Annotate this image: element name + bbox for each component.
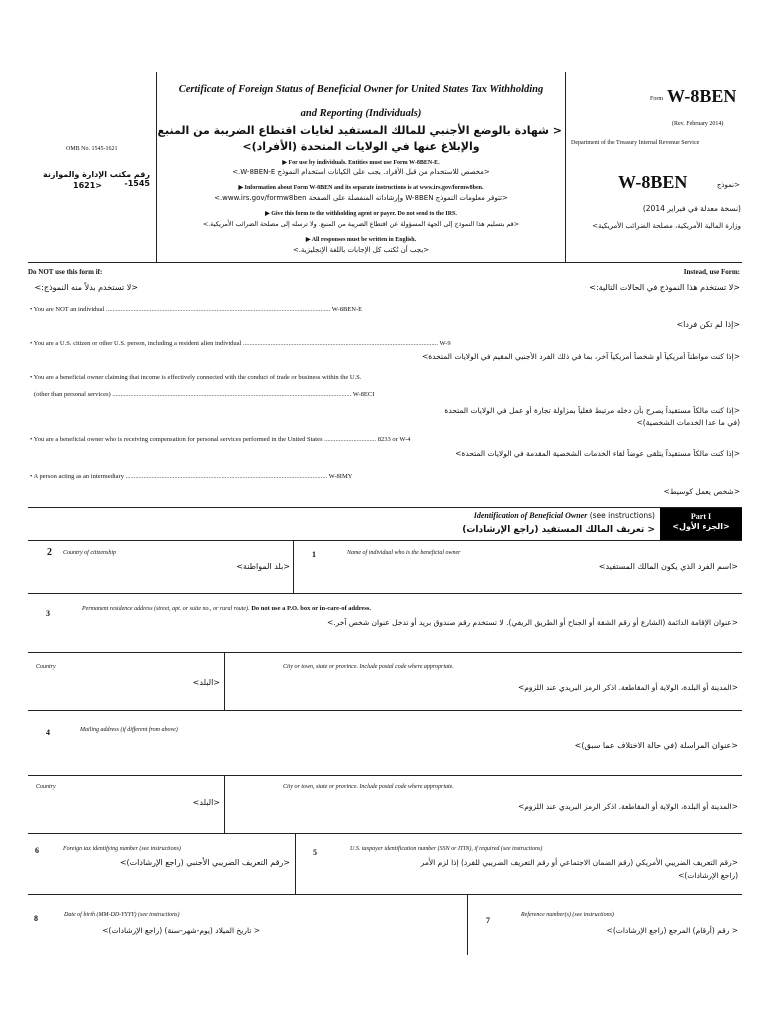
field-2-label: Country of citizenship [63, 550, 116, 556]
usage-row-1-ar: <إذا لم تكن فرداً> [676, 320, 740, 329]
field-6-label: Foreign tax identifying number (see instructions) [63, 846, 181, 852]
city-input[interactable] [230, 692, 740, 708]
city2-label: City or town, state or province. Include postal code where appropriate. [283, 784, 454, 790]
form-name-ar-prefix: <نموذج [716, 181, 740, 189]
date-of-birth-input[interactable] [40, 938, 460, 956]
header-divider-left [156, 72, 157, 262]
row-6-bottom-rule [28, 894, 742, 895]
part1-title-en [320, 511, 655, 520]
country2-label-ar: <البلد> [192, 798, 220, 807]
department: Department of the Treasury Internal Revenue Service [571, 140, 700, 146]
field-7-label-ar: < رقم (أرقام) المرجع (راجع الإرشادات)> [606, 926, 738, 935]
bullet-2-ar: <تتوفر معلومات النموذج W-8BEN وإرشاداته المنفصلة على الصفحة www.irs.gov/formw8ben.> [214, 194, 508, 202]
part1-top-rule [28, 507, 742, 508]
city2-label-ar: <المدينة أو البلدة، الولاية أو المقاطعة. اذكر الرمز البريدي عند اللزوم> [517, 802, 738, 811]
foreign-tin-input[interactable] [40, 870, 290, 890]
bullet-3-ar: <قم بتسليم هذا النموذج إلى الجهة المسؤولة عن اقتطاع الضريبة من المنبع. ولا ترسله إلى مصلحة الضرائب الأمريكية.> [202, 220, 520, 228]
do-not-use-heading-ar: <لا تستخدم بدلاً منه النموذج:> [34, 283, 138, 292]
city-label-ar: <المدينة أو البلدة، الولاية أو المقاطعة. اذكر الرمز البريدي عند اللزوم> [517, 683, 738, 692]
usage-row-4-en: • You are a beneficial owner who is receiving compensation for personal services performed in the United States ................................ 8233 or W-4 [30, 436, 411, 443]
country2-label: Country [36, 784, 56, 790]
row-city-bottom-rule [28, 710, 742, 711]
header-bottom-rule [28, 262, 742, 263]
instead-use-heading: Instead, use Form: [683, 268, 740, 276]
field-1-label: Name of individual who is the beneficial owner [347, 550, 461, 556]
field-5-label: U.S. taxpayer identification number (SSN or ITIN), if required (see instructions) [350, 846, 543, 852]
row-8-divider [467, 895, 468, 955]
usage-row-2-ar: <إذا كنت مواطناً أمريكياً أو شخصاً أمريكياً آخر، بما في ذلك الفرد الأجنبي المقيم في الولايات المتحدة> [422, 352, 740, 361]
country2-input[interactable] [32, 810, 220, 828]
field-2-label-ar: <بلد المواطنة> [236, 562, 290, 571]
usage-row-3-en-2: (other than personal services) ................................................................................................................................................... W-8ECI [34, 391, 375, 398]
part1-title-en-suffix: (see instructions) [587, 511, 655, 520]
field-8-label: Date of birth (MM-DD-YYYY) (see instructions) [64, 912, 180, 918]
field-4-label-ar: <عنوان المراسلة (في حالة الاختلاف عما سبق)> [574, 741, 738, 750]
field-4-label: Mailing address (if different from above) [80, 727, 178, 733]
field-3-number: 3 [46, 609, 50, 618]
country-label-ar: <البلد> [192, 678, 220, 687]
field-1-number: 1 [312, 550, 316, 559]
part1-badge-en: Part I [690, 512, 712, 521]
row-6-divider [295, 834, 296, 894]
part1-title-ar: < تعريف المالك المستفيد (راجع الإرشادات) [462, 525, 655, 535]
part1-header-bottom-rule [28, 540, 742, 541]
field-2-number: 2 [47, 547, 52, 558]
row-city2-divider [224, 776, 225, 833]
omb-number: OMB No. 1545-1621 [66, 146, 118, 152]
title-en-1: Certificate of Foreign Status of Beneficial Owner for United States Tax Withholding [178, 84, 544, 95]
us-tin-input[interactable] [300, 874, 600, 892]
row-city-divider [224, 653, 225, 710]
part1-badge [660, 508, 742, 540]
field-7-number: 7 [486, 916, 490, 925]
usage-row-5-ar: <شخص يعمل كوسيط> [663, 487, 740, 496]
field-5-label-ar-2: (راجع الإرشادات)> [678, 871, 738, 880]
usage-row-5-en: • A person acting as an intermediary ............................................................................................................................ W-8IMY [30, 473, 353, 480]
title-ar-2: والإبلاغ عنها في الولايات المتحدة (الأفراد)> [242, 140, 480, 153]
revision-ar: (نسخة معدلة في فبراير 2014) [642, 204, 741, 213]
form-name-ar-code: W-8BEN [618, 172, 688, 192]
city2-input[interactable] [230, 812, 740, 830]
form-name: W-8BEN [667, 86, 737, 106]
field-5-label-ar: <رقم التعريف الضريبي الأمريكي (رقم الضمان الاجتماعي أو رقم التعريف الضريبي للفرد) إذا لزم الأمر [420, 858, 738, 867]
row-3-bottom-rule [28, 652, 742, 653]
bullet-1-ar: <مخصص للاستخدام من قبل الأفراد. يجب على الكيانات استخدام النموذج W-8BEN-E.> [232, 168, 490, 176]
department-ar: وزارة المالية الأمريكية، مصلحة الضرائب الأمريكية> [592, 222, 741, 230]
omb-number-ar-1: رقم مكتب الإدارة والموازنة 1545- [43, 170, 150, 188]
country-input[interactable] [32, 690, 220, 708]
field-6-label-ar: <رقم التعريف الضريبي الأجنبي (راجع الإرشادات)> [119, 858, 290, 867]
row-4-bottom-rule [28, 775, 742, 776]
mailing-address-input[interactable] [40, 752, 740, 772]
usage-row-1-en: • You are NOT an individual .......................................................................................................................................... W-8BEN-E [30, 306, 363, 313]
omb-number-ar-2: 1621> [73, 181, 102, 190]
country-label: Country [36, 664, 56, 670]
row-1-divider [293, 541, 294, 593]
city-label: City or town, state or province. Include postal code where appropriate. [283, 664, 454, 670]
beneficial-owner-name-input[interactable] [300, 572, 740, 590]
bullet-1-en: ▶ For use by individuals. Entities must use Form W-8BEN-E. [282, 160, 440, 166]
title-ar-1: < شهادة بالوضع الأجنبي للمالك المستفيد لغايات اقتطاع الضريبة من المنبع [157, 124, 562, 137]
header-divider-right [565, 72, 566, 262]
permanent-address-input[interactable] [40, 630, 740, 650]
field-7-label: Reference number(s) (see instructions) [521, 912, 614, 918]
row-city2-bottom-rule [28, 833, 742, 834]
field-3-label-main: Permanent residence address (street, apt. or suite no., or rural route). [82, 606, 250, 612]
row-1-bottom-rule [28, 593, 742, 594]
do-not-use-heading: Do NOT use this form if: [28, 268, 103, 276]
country-of-citizenship-input[interactable] [60, 572, 288, 590]
field-3-label [82, 605, 371, 612]
usage-row-3-ar: <إذا كنت مالكاً مستفيداً يصرح بأن دخله مرتبط فعلياً بمزاولة تجارة أو عمل في الولايات المتحدة [444, 406, 740, 415]
usage-row-3-en: • You are a beneficial owner claiming that income is effectively connected with the conduct of trade or business within the U.S. [30, 374, 362, 381]
part1-badge-ar: <الجزء الأول> [672, 522, 730, 531]
field-8-label-ar: < تاريخ الميلاد (يوم-شهر-سنة) (راجع الإرشادات)> [102, 926, 260, 935]
field-5-number: 5 [313, 848, 317, 857]
reference-number-input[interactable] [475, 938, 740, 956]
usage-row-2-en: • You are a U.S. citizen or other U.S. person, including a resident alien individual ........................................................................................................................ W-9 [30, 340, 451, 347]
bullet-4-en: ▶ All responses must be written in English. [305, 237, 417, 243]
field-3-label-ar: <عنوان الإقامة الدائمة (الشارع أو رقم الشقة أو الجناح أو الطريق الريفي). لا تستخدم رقم صندوق بريد أو تدخل عنوان شخص آخر.> [326, 618, 738, 627]
field-3-label-bold: Do not use a P.O. box or in-care-of address. [249, 605, 372, 612]
bullet-3-en: ▶ Give this form to the withholding agent or payer. Do not send to the IRS. [265, 211, 457, 217]
field-4-number: 4 [46, 728, 50, 737]
form-revision: (Rev. February 2014) [672, 121, 724, 127]
field-6-number: 6 [35, 846, 39, 855]
usage-row-4-ar: <إذا كنت مالكاً مستفيداً يتلقى عوضاً لقاء الخدمات الشخصية المقدمة في الولايات المتحدة> [455, 449, 740, 458]
form-label: Form [650, 96, 664, 102]
bullet-4-ar: <يجب أن تُكتب كل الإجابات باللغة الإنجليزية.> [292, 246, 430, 254]
title-en-2: and Reporting (Individuals) [300, 108, 422, 119]
instead-use-heading-ar: <لا تستخدم هذا النموذج في الحالات التالية:> [589, 283, 740, 292]
bullet-2-en: ▶ Information about Form W-8BEN and its separate instructions is at www.irs.gov/formw8ben. [238, 185, 484, 191]
usage-row-3-ar-2: (في ما عدا الخدمات الشخصية)> [636, 418, 740, 427]
field-8-number: 8 [34, 914, 38, 923]
field-1-label-ar: <اسم الفرد الذي يكون المالك المستفيد> [598, 562, 738, 571]
part1-title-en-main: Identification of Beneficial Owner [473, 511, 588, 520]
